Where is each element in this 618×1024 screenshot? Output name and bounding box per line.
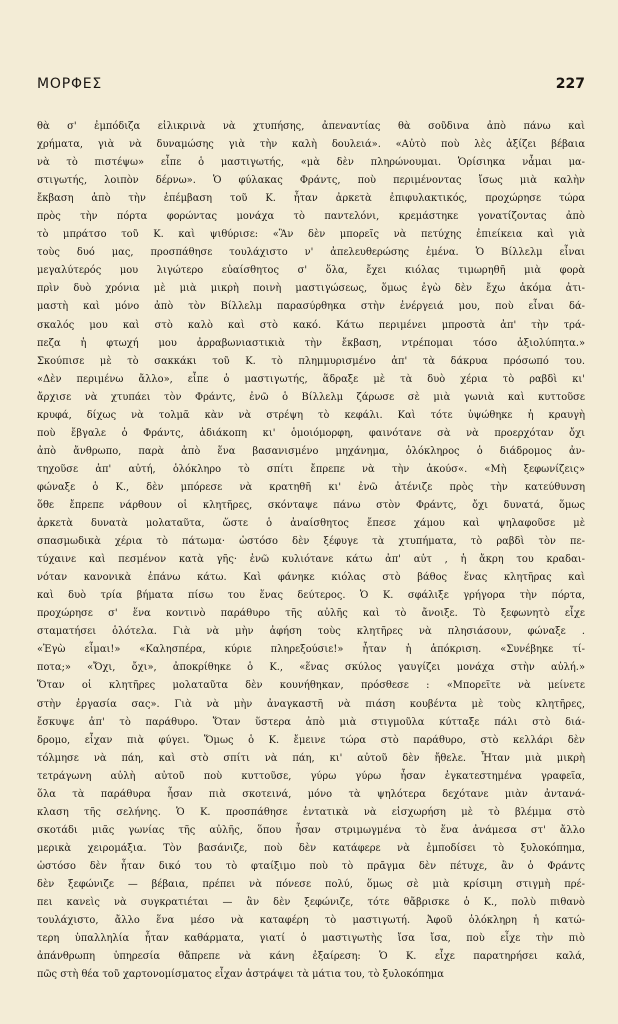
text-line: σπασμωδικὰ χέρια τὸ πάτωμα· ὡστόσο δὲν ξέφυγε τὰ χτυπήματα, τὸ ραβδὶ τὸν πε- bbox=[37, 536, 585, 548]
text-line: χρήματα, γιὰ νὰ δυναμώσης γιὰ τὴν καλὴ δουλειά». «Αὐτὸ ποὺ λὲς ἀξίζει βέβαια bbox=[37, 139, 585, 151]
text-line: νόταν κανονικὰ ἐπάνω κάτω. Καὶ φάνηκε κιόλας στὸ βάθος ἕνας κλητῆρας καὶ bbox=[37, 572, 585, 584]
text-line: ὡστόσο δὲν ἦταν δικό του τὸ φταίξιμο ποὺ τὸ πρᾶγμα δὲν πέτυχε, ἂν ὁ Φράντς bbox=[37, 860, 585, 872]
text-line: πῶς στὴ θέα τοῦ χαρτονομίσματος εἶχαν ἀστράψει τὰ μάτια του, τὸ ξυλοκόπημα bbox=[37, 969, 444, 981]
text-line: Σκούπισε μὲ τὸ σακκάκι τοῦ Κ. τὸ πλημμυρισμένο ἀπ' τὰ δάκρυα πρόσωπό του. bbox=[37, 355, 585, 367]
text-line: μεγαλύτερός μου λιγώτερο εὐαίσθητος σ' ὅλα, ἔχει κιόλας τιμωρηθῆ μιὰ φορὰ bbox=[37, 265, 585, 277]
text-line: ὅθε ἔπρεπε νάρθουν οἱ κλητῆρες, σκόνταψε πάνω στὸν Φράντς, ὄχι δυνατά, ὅμως bbox=[37, 499, 585, 511]
text-line: ποτα;» «Ὄχι, ὄχι», ἀποκρίθηκε ὁ Κ., «ἕνας σκύλος γαυγίζει μονάχα στὴν αὐλή.» bbox=[37, 662, 585, 674]
text-line: μαστὴ καὶ μόνο ἀπὸ τὸν Βίλλελμ παρασύρθηκα στὴν ἐνέργειά μου, ποὺ εἶναι δά- bbox=[37, 301, 585, 313]
text-line: ἀπάνθρωπη ὑπηρεσία θἄπρεπε νὰ κάνη ἐξαίρεση: Ὁ Κ. εἶχε παρατηρήσει καλά, bbox=[37, 951, 585, 963]
text-line: δρομο, εἶχαν πιὰ φύγει. Ὅμως ὁ Κ. ἔμεινε τώρα στὸ παράθυρο, στὸ κελλάρι δὲν bbox=[37, 734, 585, 746]
text-line: ὅλα τὰ παράθυρα ἦσαν πιὰ σκοτεινά, μόνο τὰ ψηλότερα δεχότανε μιὰν ἀντανά- bbox=[37, 788, 585, 800]
text-line: τετράγωνη αὐλὴ αὐτοῦ ποὺ κυττοῦσε, γύρω γύρω ἦσαν ἐγκατεστημένα γραφεῖα, bbox=[37, 770, 585, 782]
text-line: τὸ μπράτσο τοῦ Κ. καὶ ψιθύρισε: «Ἂν δὲν μπορεῖς νὰ πετύχης ἐπιείκεια καὶ γιὰ bbox=[37, 229, 585, 241]
text-line: σταματήσει ὁλότελα. Γιὰ νὰ μὴν ἀφήση τοὺς κλητῆρες νὰ πλησιάσουν, φώναξε . bbox=[37, 626, 585, 638]
text-line: κλαση τῆς σελήνης. Ὁ Κ. προσπάθησε ἐντατικὰ νὰ εἰσχωρήση μὲ τὸ βλέμμα στὸ bbox=[37, 806, 585, 818]
text-line: μερικὰ χειρομάξια. Τὸν βασάνιζε, ποὺ δὲν κατάφερε νὰ ἐμποδίσει τὸ ξυλοκόπημα, bbox=[37, 842, 585, 854]
text-line: θὰ σ' ἐμπόδιζα εἰλικρινὰ νὰ χτυπήσης, ἀπεναντίας θὰ σοῦδινα ἀπὸ πάνω καὶ bbox=[37, 121, 585, 132]
page-number: 227 bbox=[555, 76, 585, 92]
text-line: ἀπὸ ἄνθρωπο, παρὰ ἀπὸ ἕνα βασανισμένο μηχάνημα, ὁλόκληρος ὁ διάδρομος ἀν- bbox=[37, 445, 585, 457]
text-line: καὶ δυὸ τρία βήματα πίσω του ἕνας δεύτερος. Ὁ Κ. σφάλιξε γρήγορα τὴν πόρτα, bbox=[37, 590, 585, 602]
text-line: ἀρκετὰ δυνατὰ μολαταῦτα, ὥστε ὁ ἀναίσθητος ἔπεσε χάμου καὶ ψηλαφοῦσε μὲ bbox=[37, 518, 585, 530]
text-line: Ὅταν οἱ κλητῆρες μολαταῦτα δὲν κουνήθηκαν, πρόσθεσε : «Μπορεῖτε νὰ μείνετε bbox=[37, 680, 585, 692]
text-line: προχώρησε σ' ἕνα κοντινὸ παράθυρο τῆς αὐλῆς καὶ τὸ ἄνοιξε. Τὸ ξεφωνητὸ εἶχε bbox=[37, 608, 585, 620]
text-line: τερη ὑπαλληλία ἦταν καθάρματα, γιατί ὁ μαστιγωτὴς ἴσα ἴσα, ποὺ εἶχε τὴν πιὸ bbox=[37, 933, 585, 945]
text-line: κρυφά, δίχως νὰ τολμᾶ κὰν νὰ στρέψη τὸ κεφάλι. Καὶ τότε ὑψώθηκε ἡ κραυγὴ bbox=[37, 409, 585, 421]
text-line: τύχαινε καὶ πεσμένον κατὰ γῆς· ἐνῶ κυλιότανε κάτω ἀπ' αὐτ , ἡ ἄκρη του κραδαι- bbox=[37, 554, 585, 566]
text-line: φώναξε ὁ Κ., δὲν μπόρεσε νὰ κρατηθῆ κι' ἐνῶ ἀτένιζε πρὸς τὴν κατεύθυνση bbox=[37, 481, 585, 493]
text-line: «Δὲν περιμένω ἄλλο», εἶπε ὁ μαστιγωτής, ἅδραξε μὲ τὰ δυὸ χέρια τὸ ραβδὶ κι' bbox=[37, 373, 585, 385]
text-line: νὰ τὸ πιστέψω» εἶπε ὁ μαστιγωτής, «μὰ δὲν πληρώνουμαι. Ὁρίσιηκα νἆμαι μα- bbox=[37, 157, 585, 169]
text-line: τηχοῦσε ἀπ' αὐτή, ὁλόκληρο τὸ σπίτι ἔπρεπε νὰ τὴν ἀκούσ«. «Μὴ ξεφωνίζεις» bbox=[37, 463, 585, 475]
text-line: πεζα ἡ φτωχή μου ἀρραβωνιαστικιὰ τὴν ἔκβαση, ντρέπομαι τόσο ἀξιολύπητα.» bbox=[37, 337, 585, 349]
text-line: στὴν ἐργασία σας». Γιὰ νὰ μὴν ἀναγκαστῆ νὰ πιάση κουβέντα μὲ τοὺς κλητῆρες, bbox=[37, 698, 585, 710]
body-text bbox=[37, 118, 585, 984]
running-title: ΜΟΡΦΕΣ bbox=[37, 76, 103, 92]
text-line: «Ἐγὼ εἶμαι!» «Καλησπέρα, κύριε πληρεξούσιε!» ἦταν ἡ ἀπόκριση. «Συνέβηκε τί- bbox=[37, 644, 585, 656]
text-line: ἄρχισε νὰ χτυπάει τὸν Φράντς, ἐνῶ ὁ Βίλλελμ ζάρωσε σὲ μιὰ γωνιὰ καὶ κυττοῦσε bbox=[37, 391, 585, 403]
text-line: πρὸς τὴν πόρτα φορώντας μονάχα τὸ παντελόνι, κρεμάστηκε γονατίζοντας ἀπὸ bbox=[37, 211, 585, 223]
text-line: τοὺς δυό μας, προσπάθησε τουλάχιστο ν' ἀπελευθερώσης ἐμένα. Ὁ Βίλλελμ εἶναι bbox=[37, 247, 585, 259]
text-line: δὲν ξεφώνιζε — βέβαια, πρέπει νὰ πόνεσε πολύ, ὅμως σὲ μιὰ κρίσιμη στιγμὴ πρέ- bbox=[37, 878, 585, 890]
text-line: ἔσκυψε ἀπ' τὸ παράθυρο. Ὅταν ὕστερα ἀπὸ μιὰ στιγμοῦλα κύτταξε πάλι στὸ διά- bbox=[37, 716, 585, 728]
text-line: τόλμησε νὰ πάη, καὶ στὸ σπίτι νὰ πάη, κι' αὐτοῦ δὲν ἤθελε. Ἦταν μιὰ μικρὴ bbox=[37, 752, 585, 764]
text-line: σκοτάδι μιᾶς γωνίας τῆς αὐλῆς, ὅπου ἦσαν στριμωγμένα τὸ ἕνα ἀνάμεσα στ' ἄλλο bbox=[37, 824, 585, 836]
text-line: ποὺ ἔβγαλε ὁ Φράντς, ἀδιάκοπη κι' ὁμοιόμορφη, φαινότανε σὰ νὰ προερχόταν ὄχι bbox=[37, 427, 585, 439]
text-line: στιγωτής, λοιπὸν δέρνω». Ὁ φύλακας Φράντς, ποὺ περιμένοντας ἴσως μιὰ καλὴν bbox=[37, 175, 585, 187]
text-line: τουλάχιστο, ἄλλο ἕνα μέσο νὰ καταφέρη τὸ μαστιγωτή. Ἀφοῦ ὁλόκληρη ἡ κατώ- bbox=[37, 915, 585, 927]
text-line: πει κανεὶς νὰ συγκρατιέται — ἂν δὲν ξεφώνιζε, τότε θἄβρισκε ὁ Κ., πολὺ πιθανὸ bbox=[37, 897, 585, 909]
text-line: ἔκβαση ἀπὸ τὴν ἐπέμβαση τοῦ Κ. ἦταν ἀρκετὰ ἐπιφυλακτικός, προχώρησε τώρα bbox=[37, 193, 585, 205]
text-line: πρὶν δυὸ χρόνια μὲ μιὰ μικρὴ ποινὴ μαστιγώσεως, ὅμως ἐγὼ δὲν ἔχω ἀκόμα ἀτι- bbox=[37, 283, 585, 295]
text-line: σκαλός μου καὶ στὸ καλὸ καὶ στὸ κακό. Κάτω περιμένει μπροστὰ ἀπ' τὴν τρά- bbox=[37, 319, 585, 331]
page-header bbox=[37, 76, 585, 100]
